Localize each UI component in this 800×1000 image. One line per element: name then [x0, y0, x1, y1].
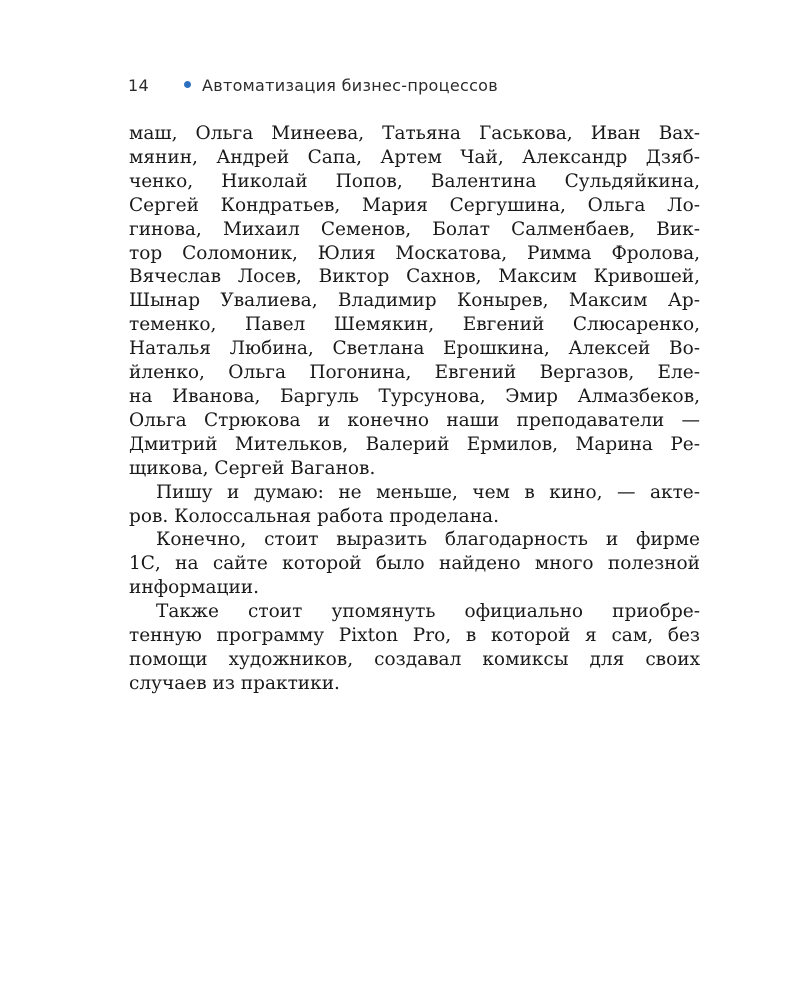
text-line: ченко, Николай Попов, Валентина Сульдяйкина, — [129, 170, 700, 192]
text-line: Конечно, стоит выразить благодарность и фирме — [156, 529, 700, 551]
running-header — [128, 72, 728, 98]
text-line: Шынар Увалиева, Владимир Конырев, Максим Ар- — [129, 290, 700, 312]
text-line: гинова, Михаил Семенов, Болат Салменбаев, Вик- — [129, 218, 700, 240]
text-line: Наталья Любина, Светлана Ерошкина, Алексей Во- — [129, 338, 700, 360]
text-line: на Иванова, Баргуль Турсунова, Эмир Алмазбеков, — [129, 385, 700, 407]
text-line: Также стоит упомянуть официально приобре- — [156, 601, 700, 623]
text-line: ров. Колоссальная работа проделана. — [129, 505, 499, 527]
text-line: тенную программу Pixton Pro, в которой я сам, без — [129, 625, 700, 647]
bullet-icon — [184, 81, 191, 88]
text-line: информации. — [129, 577, 259, 599]
running-title: Автоматизация бизнес-процессов — [202, 75, 498, 95]
text-line: йленко, Ольга Погонина, Евгений Вергазов, Еле- — [129, 362, 700, 384]
body-text — [129, 122, 700, 696]
paragraph-3 — [129, 528, 700, 600]
text-line: теменко, Павел Шемякин, Евгений Слюсаренко, — [129, 314, 700, 336]
text-line: Пишу и думаю: не меньше, чем в кино, — акте- — [156, 481, 700, 503]
text-line: маш, Ольга Минеева, Татьяна Гаськова, Иван Вах- — [129, 123, 700, 144]
paragraph-4 — [129, 600, 700, 696]
text-line: Дмитрий Мительков, Валерий Ермилов, Марина Ре- — [129, 433, 700, 455]
text-line: Сергей Кондратьев, Мария Сергушина, Ольга Ло- — [129, 194, 700, 216]
text-line: тор Соломоник, Юлия Москатова, Римма Фролова, — [129, 242, 700, 264]
text-line: 1С, на сайте которой было найдено много полезной — [129, 553, 700, 575]
text-line: щикова, Сергей Ваганов. — [129, 457, 376, 479]
text-line: Ольга Стрюкова и конечно наши преподаватели — — [129, 409, 700, 431]
page-number: 14 — [128, 75, 149, 95]
text-line: Вячеслав Лосев, Виктор Сахнов, Максим Кривошей, — [129, 266, 700, 288]
text-line: помощи художников, создавал комиксы для своих — [129, 648, 700, 670]
text-line: случаев из практики. — [129, 672, 340, 694]
text-line: мянин, Андрей Сапа, Артем Чай, Александр Дзяб- — [129, 146, 700, 168]
paragraph-2 — [129, 481, 700, 529]
paragraph-1 — [129, 122, 700, 481]
